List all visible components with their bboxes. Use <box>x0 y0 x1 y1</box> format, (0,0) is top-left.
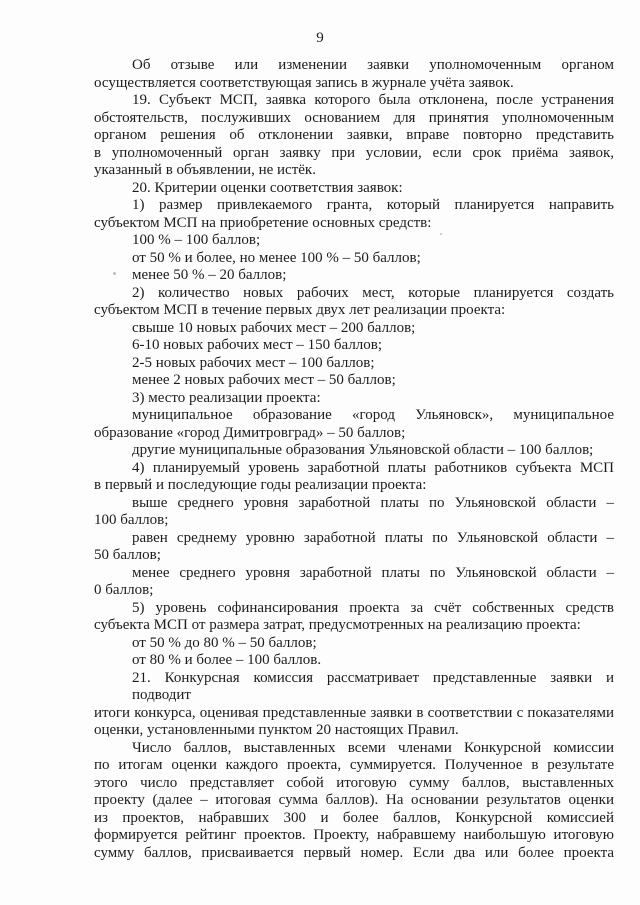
text-line: 100 % – 100 баллов; <box>132 232 261 248</box>
page-number: 9 <box>316 30 324 46</box>
text-line: Число баллов, выставленных всеми членами Конкурсной комиссии <box>132 739 614 756</box>
text-line: другие муниципальные образования Ульяновской области – 100 баллов; <box>132 442 594 458</box>
text-line: Об отзыве или изменении заявки уполномоченным органом <box>132 57 614 73</box>
text-line: 1) размер привлекаемого гранта, который планируется направить <box>132 197 614 213</box>
text-line: от 50 % и более, но менее 100 % – 50 баллов; <box>132 249 421 266</box>
text-line: от 50 % до 80 % – 50 баллов; <box>132 634 317 651</box>
text-line: по итогам оценки каждого проекта, суммируется. Полученное в результате <box>94 757 614 773</box>
text-line: 3) место реализации проекта: <box>132 389 321 406</box>
text-line: 2-5 новых рабочих мест – 100 баллов; <box>132 354 375 371</box>
text-line: 2) количество новых рабочих мест, которые планируется создать <box>132 284 614 301</box>
text-line: формируется рейтинг проектов. Проекту, набравшему наибольшую итоговую <box>94 827 614 843</box>
text-line: субъекта МСП от размера затрат, предусмотренных на реализацию проекта: <box>94 617 581 633</box>
text-line: осуществляется соответствующая запись в журнале учёта заявок. <box>94 74 514 91</box>
text-line: свыше 10 новых рабочих мест – 200 баллов; <box>132 319 416 336</box>
text-line: 6-10 новых рабочих мест – 150 баллов; <box>132 337 383 353</box>
text-line: 5) уровень софинансирования проекта за счёт собственных средств <box>132 599 614 616</box>
text-line: этого число представляет собой итоговую сумму баллов, выставленных <box>94 774 614 791</box>
text-line: итоги конкурса, оценивая представленные заявки в соответствии с показателями <box>94 704 614 721</box>
text-line: 50 баллов; <box>94 547 161 563</box>
text-line: 21. Конкурсная комиссия рассматривает представленные заявки и подводит <box>132 669 614 703</box>
text-line: сумму баллов, присваивается первый номер. Если два или более проекта <box>94 844 614 861</box>
text-line: 0 баллов; <box>94 582 154 598</box>
text-line: органом решения об отклонении заявки, вправе повторно представить <box>94 127 614 143</box>
text-line: образование «город Димитровград» – 50 баллов; <box>94 424 406 441</box>
text-line: субъектом МСП в течение первых двух лет реализации проекта: <box>94 302 506 318</box>
text-line: в уполномоченный орган заявку при условии, если срок приёма заявок, <box>94 144 614 161</box>
text-line: 20. Критерии оценки соответствия заявок: <box>132 179 403 196</box>
text-line: указанный в объявлении, не истёк. <box>94 162 316 178</box>
text-line: 4) планируемый уровень заработной платы работников субъекта МСП <box>132 459 614 476</box>
text-line: менее среднего уровня заработной платы по Ульяновской области – <box>132 564 614 581</box>
text-line: в первый и последующие годы реализации проекта: <box>94 477 427 493</box>
text-line: 19. Субъект МСП, заявка которого была отклонена, после устранения <box>132 92 614 108</box>
text-line: муниципальное образование «город Ульяновск», муниципальное <box>132 407 614 423</box>
text-line: из проектов, набравших 300 и более баллов, Конкурсной комиссией <box>94 809 614 826</box>
text-line: менее 2 новых рабочих мест – 50 баллов; <box>132 372 396 388</box>
text-line: субъектом МСП на приобретение основных средств: <box>94 214 432 231</box>
text-line: равен среднему уровню заработной платы по Ульяновской области – <box>132 529 614 546</box>
document-body <box>94 57 614 862</box>
text-line: обстоятельств, послуживших основанием для принятия уполномоченным <box>94 109 614 126</box>
text-line: выше среднего уровня заработной платы по Ульяновской области – <box>132 494 614 511</box>
text-line: проекту (далее – итоговая сумма баллов). На основании результатов оценки <box>94 792 614 808</box>
text-line: 100 баллов; <box>94 512 169 528</box>
text-line: менее 50 % – 20 баллов; <box>132 267 287 283</box>
scan-dot-mark <box>440 233 442 235</box>
text-line: от 80 % и более – 100 баллов. <box>132 652 322 668</box>
text-line: оценки, установленными пунктом 20 настоящих Правил. <box>94 722 459 738</box>
scan-dot-mark <box>113 272 116 275</box>
